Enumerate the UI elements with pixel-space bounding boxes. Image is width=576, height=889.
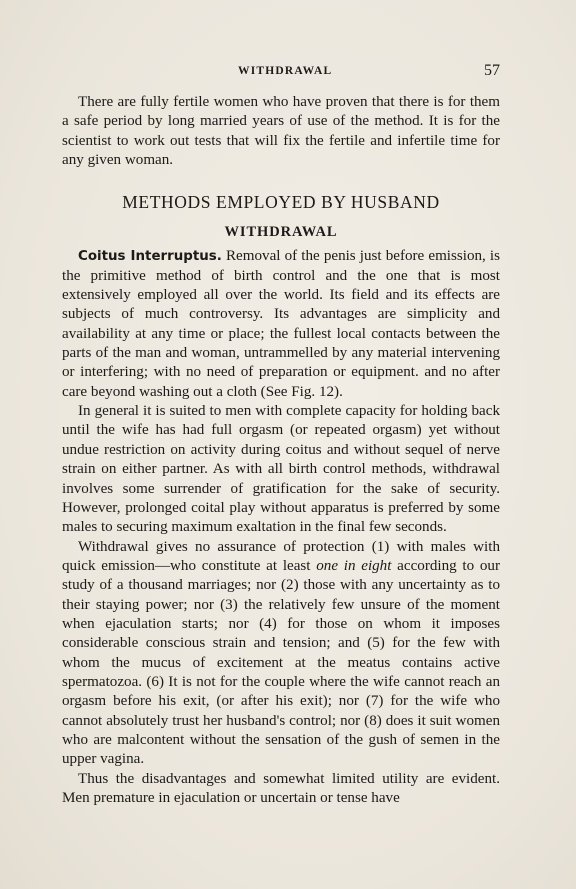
- paragraph-disadvantages: Thus the disadvantages and somewhat limited utility are evident. Men premature in ejaculation or uncertain or tense have: [62, 770, 500, 806]
- page-body: [62, 93, 500, 808]
- paragraph-text: according to our study of a thousand marriages; nor (2) those with any uncertainty as to their staying power; nor (3) the relatively few unsure of the moment when ejaculation starts; nor (4) for those on whom it imposes considerable conscious strain and tension; and (5) for the few with whom the mucus of excitement at the meatus contains active spermatozoa. (6) It is not for the couple where the wife cannot reach an orgasm before his exit, (or after his exit); nor (7) for the wife who cannot absolutely trust her husband's control; nor (8) does it suit women who are malcontent without the sensation of the gush of semen in the upper vagina.: [62, 557, 501, 768]
- emphasized-text: one in eight: [316, 557, 392, 574]
- intro-paragraph: There are fully fertile women who have proven that there is for them a safe period by long married years of use of the method. It is for the scientist to work out tests that will fix the fertile and infertile time for any given woman.: [62, 94, 500, 169]
- running-title: WITHDRAWAL: [238, 65, 333, 77]
- running-header: [62, 63, 500, 81]
- section-heading: METHODS EMPLOYED BY HUSBAND: [122, 192, 440, 213]
- paragraph-text: Withdrawal gives no assurance of protection (1) with males with quick emission—who constitute at least: [62, 538, 500, 574]
- sub-heading: WITHDRAWAL: [224, 224, 338, 241]
- page-number: 57: [484, 62, 500, 79]
- paragraph-no-assurance: [62, 538, 500, 770]
- paragraph-text: Removal of the penis just before emission, is the primitive method of birth control and the one that is most extensively employed all over the world. Its field and its effects are subjects of much controversy. Its advantages are simplicity and availability at any time or place; the fullest local contacts between the parts of the man and woman, untrammelled by any material intervening or interfering; with no need of preparation or equipment. and no after care beyond washing out a cloth (See Fig. 12).: [62, 248, 500, 400]
- paragraph-coitus-interruptus: [62, 247, 500, 402]
- paragraph-general-suitability: In general it is suited to men with complete capacity for holding back until the wife has had full orgasm (or repeated orgasm) yet without undue restriction on activity during coitus and without sequel of nerve strain on either partner. As with all birth control methods, withdrawal involves some surrender of gratification for the sake of security. However, prolonged coital play without apparatus is preferred by some males to securing maximum exaltation in the final few seconds.: [62, 403, 500, 536]
- run-in-heading: Coitus Interruptus.: [78, 249, 222, 265]
